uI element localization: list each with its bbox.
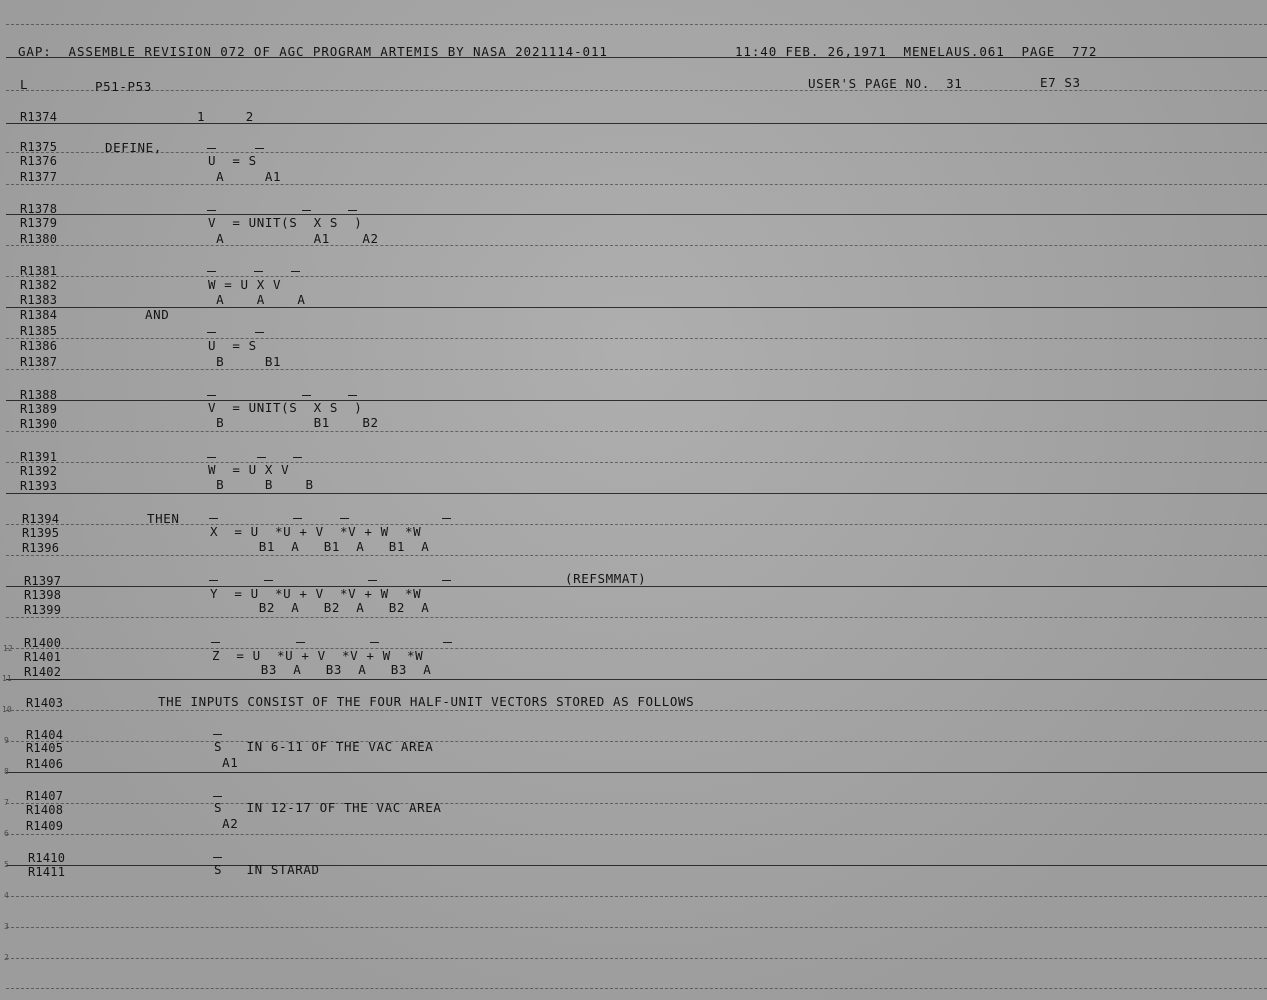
- listing-text: B2 A B2 A B2 A: [210, 600, 430, 615]
- vector-bar: [291, 271, 300, 272]
- listing-text: X = U *U + V *V + W *W: [210, 524, 422, 539]
- listing-text: DEFINE,: [105, 140, 162, 155]
- paper-rule: [6, 555, 1267, 556]
- listing-header-timestamp: 11:40 FEB. 26,1971 MENELAUS.061 PAGE 772: [735, 44, 1098, 59]
- log-letter: L: [20, 77, 29, 92]
- vector-bar: [209, 518, 218, 519]
- line-number: R1408: [26, 803, 64, 817]
- margin-mark: 6: [4, 829, 9, 838]
- vector-bar: [209, 580, 218, 581]
- section-label: P51-P53: [95, 79, 152, 94]
- line-number: R1407: [26, 789, 64, 803]
- line-number: R1402: [24, 665, 62, 679]
- listing-text: Z = U *U + V *V + W *W: [212, 648, 424, 663]
- listing-text: B B1 B2: [208, 415, 379, 430]
- listing-text: B B1: [208, 354, 282, 369]
- paper-rule: [6, 988, 1267, 989]
- line-number: R1379: [20, 216, 58, 230]
- vector-bar: [442, 518, 451, 519]
- paper-rule: [6, 772, 1267, 773]
- paper-rule: [6, 493, 1267, 494]
- vector-bar: [207, 271, 216, 272]
- margin-mark: 10: [2, 705, 12, 714]
- margin-mark: 4: [4, 891, 9, 900]
- margin-mark: 9: [4, 736, 9, 745]
- listing-text: V = UNIT(S X S ): [208, 400, 363, 415]
- vector-bar: [207, 332, 216, 333]
- paper-rule: [6, 958, 1267, 959]
- paper-rule: [6, 741, 1267, 742]
- line-number: R1380: [20, 232, 58, 246]
- paper-rule: [6, 896, 1267, 897]
- vector-bar: [340, 518, 349, 519]
- vector-bar: [370, 642, 379, 643]
- vector-bar: [207, 210, 216, 211]
- listing-text: 1 2: [197, 109, 254, 124]
- vector-bar: [207, 395, 216, 396]
- line-number: R1397: [24, 574, 62, 588]
- vector-bar: [293, 457, 302, 458]
- listing-text: A A1 A2: [208, 231, 379, 246]
- listing-text: AND: [145, 307, 170, 322]
- listing-text: THE INPUTS CONSIST OF THE FOUR HALF-UNIT VECTORS STORED AS FOLLOWS: [158, 694, 695, 709]
- paper-rule: [6, 369, 1267, 370]
- vector-bar: [293, 518, 302, 519]
- paper-rule: [6, 245, 1267, 246]
- listing-text: B B B: [208, 477, 314, 492]
- listing-header-title: GAP: ASSEMBLE REVISION 072 OF AGC PROGRAM ARTEMIS BY NASA 2021114-011: [18, 44, 608, 59]
- vector-bar: [207, 148, 216, 149]
- listing-text: Y = U *U + V *V + W *W: [210, 586, 422, 601]
- line-number: R1409: [26, 819, 64, 833]
- line-number: R1401: [24, 650, 62, 664]
- vector-bar: [302, 210, 311, 211]
- line-number: R1398: [24, 588, 62, 602]
- line-number: R1411: [28, 865, 66, 879]
- vector-bar: [348, 210, 357, 211]
- margin-mark: 7: [4, 798, 9, 807]
- vector-bar: [254, 271, 263, 272]
- vector-bar: [443, 642, 452, 643]
- vector-bar: [348, 395, 357, 396]
- line-number: R1391: [20, 450, 58, 464]
- line-number: R1386: [20, 339, 58, 353]
- paper-rule: [6, 152, 1267, 153]
- paper-rule: [6, 710, 1267, 711]
- listing-text: S IN 6-11 OF THE VAC AREA: [214, 739, 434, 754]
- vector-bar: [213, 857, 222, 858]
- paper-rule: [6, 214, 1267, 215]
- paper-rule: [6, 834, 1267, 835]
- listing-text: B3 A B3 A B3 A: [212, 662, 432, 677]
- line-number: R1396: [22, 541, 60, 555]
- listing-text: A A A: [208, 292, 306, 307]
- paper-rule: [6, 679, 1267, 680]
- line-number: R1384: [20, 308, 58, 322]
- paper-rule: [6, 338, 1267, 339]
- vector-bar: [213, 796, 222, 797]
- line-number: R1387: [20, 355, 58, 369]
- paper-rule: [6, 123, 1267, 124]
- listing-text: A2: [214, 816, 239, 831]
- vector-bar: [255, 148, 264, 149]
- users-page-number: USER'S PAGE NO. 31: [808, 76, 963, 91]
- line-number: R1400: [24, 636, 62, 650]
- paper-rule: [6, 803, 1267, 804]
- line-number: R1375: [20, 140, 58, 154]
- vector-bar: [257, 457, 266, 458]
- vector-bar: [211, 642, 220, 643]
- line-number: R1393: [20, 479, 58, 493]
- line-number: R1389: [20, 402, 58, 416]
- vector-bar: [207, 457, 216, 458]
- vector-bar: [368, 580, 377, 581]
- margin-mark: 3: [4, 922, 9, 931]
- paper-rule: [6, 586, 1267, 587]
- paper-rule: [6, 184, 1267, 185]
- line-number: R1383: [20, 293, 58, 307]
- paper-rule: [6, 276, 1267, 277]
- margin-mark: 2: [4, 953, 9, 962]
- line-number: R1377: [20, 170, 58, 184]
- paper-rule: [6, 462, 1267, 463]
- listing-text: V = UNIT(S X S ): [208, 215, 363, 230]
- paper-rule: [6, 524, 1267, 525]
- paper-rule: [6, 865, 1267, 866]
- line-number: R1405: [26, 741, 64, 755]
- margin-mark: 5: [4, 860, 9, 869]
- vector-bar: [442, 580, 451, 581]
- line-number: R1388: [20, 388, 58, 402]
- listing-text: A1: [214, 755, 239, 770]
- line-number: R1394: [22, 512, 60, 526]
- line-number: R1406: [26, 757, 64, 771]
- line-number: R1374: [20, 110, 58, 124]
- paper-rule: [6, 24, 1267, 25]
- vector-bar: [296, 642, 305, 643]
- listing-text: W = U X V: [208, 462, 290, 477]
- listing-text: B1 A B1 A B1 A: [210, 539, 430, 554]
- paper-rule: [6, 431, 1267, 432]
- vector-bar: [255, 332, 264, 333]
- line-number: R1395: [22, 526, 60, 540]
- vector-bar: [213, 734, 222, 735]
- line-number: R1382: [20, 278, 58, 292]
- listing-text: W = U X V: [208, 277, 282, 292]
- listing-text: (REFSMMAT): [565, 571, 647, 586]
- listing-text: THEN: [147, 511, 180, 526]
- line-number: R1376: [20, 154, 58, 168]
- vector-bar: [302, 395, 311, 396]
- margin-mark: 11: [2, 674, 12, 683]
- line-number: R1404: [26, 728, 64, 742]
- paper-rule: [6, 307, 1267, 308]
- line-number: R1399: [24, 603, 62, 617]
- listing-text: A A1: [208, 169, 282, 184]
- listing-text: S IN 12-17 OF THE VAC AREA: [214, 800, 442, 815]
- line-number: R1381: [20, 264, 58, 278]
- line-number: R1378: [20, 202, 58, 216]
- line-number: R1385: [20, 324, 58, 338]
- line-number: R1410: [28, 851, 66, 865]
- listing-text: S IN STARAD: [214, 862, 320, 877]
- paper-rule: [6, 400, 1267, 401]
- listing-text: U = S: [208, 153, 257, 168]
- paper-rule: [6, 617, 1267, 618]
- paper-rule: [6, 648, 1267, 649]
- line-number: R1403: [26, 696, 64, 710]
- line-number: R1390: [20, 417, 58, 431]
- paper-rule: [6, 90, 1267, 91]
- line-number: R1392: [20, 464, 58, 478]
- margin-mark: 12: [3, 644, 13, 653]
- listing-text: U = S: [208, 338, 257, 353]
- page-code: E7 S3: [1040, 75, 1081, 90]
- paper-rule: [6, 927, 1267, 928]
- margin-mark: 8: [4, 767, 9, 776]
- vector-bar: [264, 580, 273, 581]
